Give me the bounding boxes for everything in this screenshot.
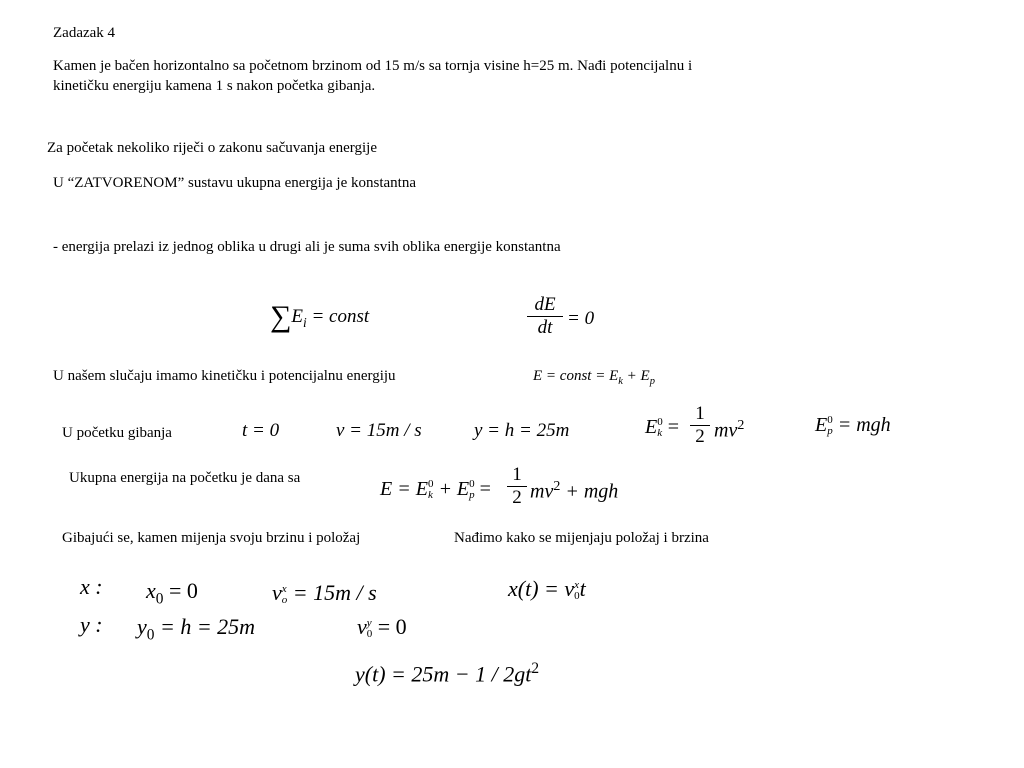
case-text: U našem slučaju imamo kinetičku i potencijalnu energiju — [53, 368, 396, 384]
eq-total-lhs: E = const = E — [533, 368, 619, 384]
xt-lhs: x(t) = v — [508, 576, 575, 601]
initial-v: v = 15m / s — [336, 420, 422, 441]
sigma-symbol: ∑ — [270, 300, 292, 333]
eti-num: 1 — [512, 464, 522, 485]
y0-symbol: y — [137, 614, 147, 639]
y0-rhs: = h = 25m — [154, 614, 256, 639]
eq-sum-i: i — [303, 314, 307, 330]
vx-symbol: v — [272, 580, 282, 605]
deriv-denominator: dt — [537, 317, 553, 338]
ep-sub: p — [827, 425, 833, 438]
vy-sub: 0 — [366, 627, 373, 640]
eti-E: E = E — [380, 478, 428, 500]
x0-rhs: = 0 — [163, 578, 198, 603]
eq-sum-rhs: = const — [311, 306, 370, 327]
y-label: y : — [80, 612, 103, 637]
eq-total-k: k — [618, 376, 623, 387]
vx-sup: x — [281, 582, 287, 595]
eti-plus: + E — [433, 478, 470, 500]
x0-sub: 0 — [155, 590, 164, 608]
deriv-numerator: dE — [534, 294, 556, 315]
vx-sub: o — [281, 593, 288, 606]
eti-tail — [530, 479, 618, 504]
eti-mv: mv — [530, 480, 554, 503]
eq-total-plus: + E — [622, 368, 650, 384]
ek-square: 2 — [737, 418, 745, 433]
yt-square: 2 — [531, 660, 540, 677]
eq-sum-E: E — [291, 306, 303, 327]
initial-kinetic-energy — [645, 416, 679, 439]
eti-sup2: 0 — [469, 478, 475, 491]
y0-sub: 0 — [146, 626, 155, 644]
ek-mv2 — [714, 418, 744, 443]
x0-equation — [146, 578, 198, 608]
equation-sum-energy — [270, 300, 369, 334]
eti-half-fraction — [507, 464, 527, 509]
ep-symbol: E — [815, 414, 828, 436]
deriv-rhs: = 0 — [567, 308, 595, 329]
problem-line-2: kinetičku energiju kamena 1 s nakon početka gibanja. — [53, 78, 376, 94]
eti-rest: + mgh — [560, 480, 619, 503]
ek-half-num: 1 — [695, 403, 705, 424]
equation-total-energy — [533, 368, 655, 387]
xt-equation — [508, 576, 586, 602]
eti-sub2: p — [469, 489, 475, 502]
ek-half-den: 2 — [695, 426, 705, 447]
ek-mv: mv — [714, 419, 738, 442]
energy-transform-text: - energija prelazi iz jednog oblika u drugi ali je suma svih oblika energije konstantna — [53, 239, 561, 255]
ek-equals: = — [667, 416, 679, 438]
initial-y: y = h = 25m — [474, 420, 570, 441]
initial-potential-energy — [815, 414, 891, 437]
equation-total-initial — [380, 478, 491, 501]
eti-den: 2 — [512, 487, 522, 508]
xt-sub: 0 — [574, 589, 580, 602]
xt-sup: x — [574, 578, 580, 591]
ep-rhs: = mgh — [837, 414, 891, 436]
vx-rhs: = 15m / s — [287, 580, 377, 605]
vy-equation — [357, 614, 407, 640]
eti-square: 2 — [553, 479, 561, 494]
motion-text: Gibajući se, kamen mijenja svoju brzinu i položaj — [62, 530, 361, 546]
ek-half-fraction — [690, 403, 710, 448]
intro-text: Za početak nekoliko riječi o zakonu sačuvanja energije — [47, 140, 377, 156]
closed-system-text: U “ZATVORENOM” sustavu ukupna energija je konstantna — [53, 175, 416, 191]
xt-t: t — [579, 576, 586, 601]
vx-equation — [272, 580, 377, 606]
problem-line-1: Kamen je bačen horizontalno sa početnom brzinom od 15 m/s sa tornja visine h=25 m. Nađi potencijalnu i — [53, 58, 693, 74]
eti-sup1: 0 — [427, 478, 434, 491]
vy-rhs: = 0 — [372, 614, 407, 639]
yt-lhs: y(t) = 25m − 1 / 2gt — [355, 661, 532, 687]
y0-equation — [137, 614, 255, 644]
ek-sub: k — [657, 427, 663, 440]
initial-t: t = 0 — [242, 420, 280, 441]
x-label: x : — [80, 574, 103, 599]
ep-sup: 0 — [827, 414, 833, 427]
find-text: Nađimo kako se mijenjaju položaj i brzina — [454, 530, 709, 546]
equation-derivative-fraction — [527, 294, 563, 339]
vy-symbol: v — [357, 614, 367, 639]
page-title: Zadazak 4 — [53, 25, 116, 41]
yt-equation — [355, 660, 539, 687]
x0-symbol: x — [146, 578, 156, 603]
eq-total-p: p — [649, 376, 655, 387]
eti-eq: = — [474, 478, 491, 500]
start-label: U početku gibanja — [62, 425, 172, 441]
ek-symbol: E — [645, 416, 658, 438]
ek-sup: 0 — [657, 416, 663, 429]
vy-sup: y — [366, 616, 372, 629]
total-energy-label: Ukupna energija na početku je dana sa — [69, 470, 301, 486]
eti-sub1: k — [427, 489, 433, 502]
